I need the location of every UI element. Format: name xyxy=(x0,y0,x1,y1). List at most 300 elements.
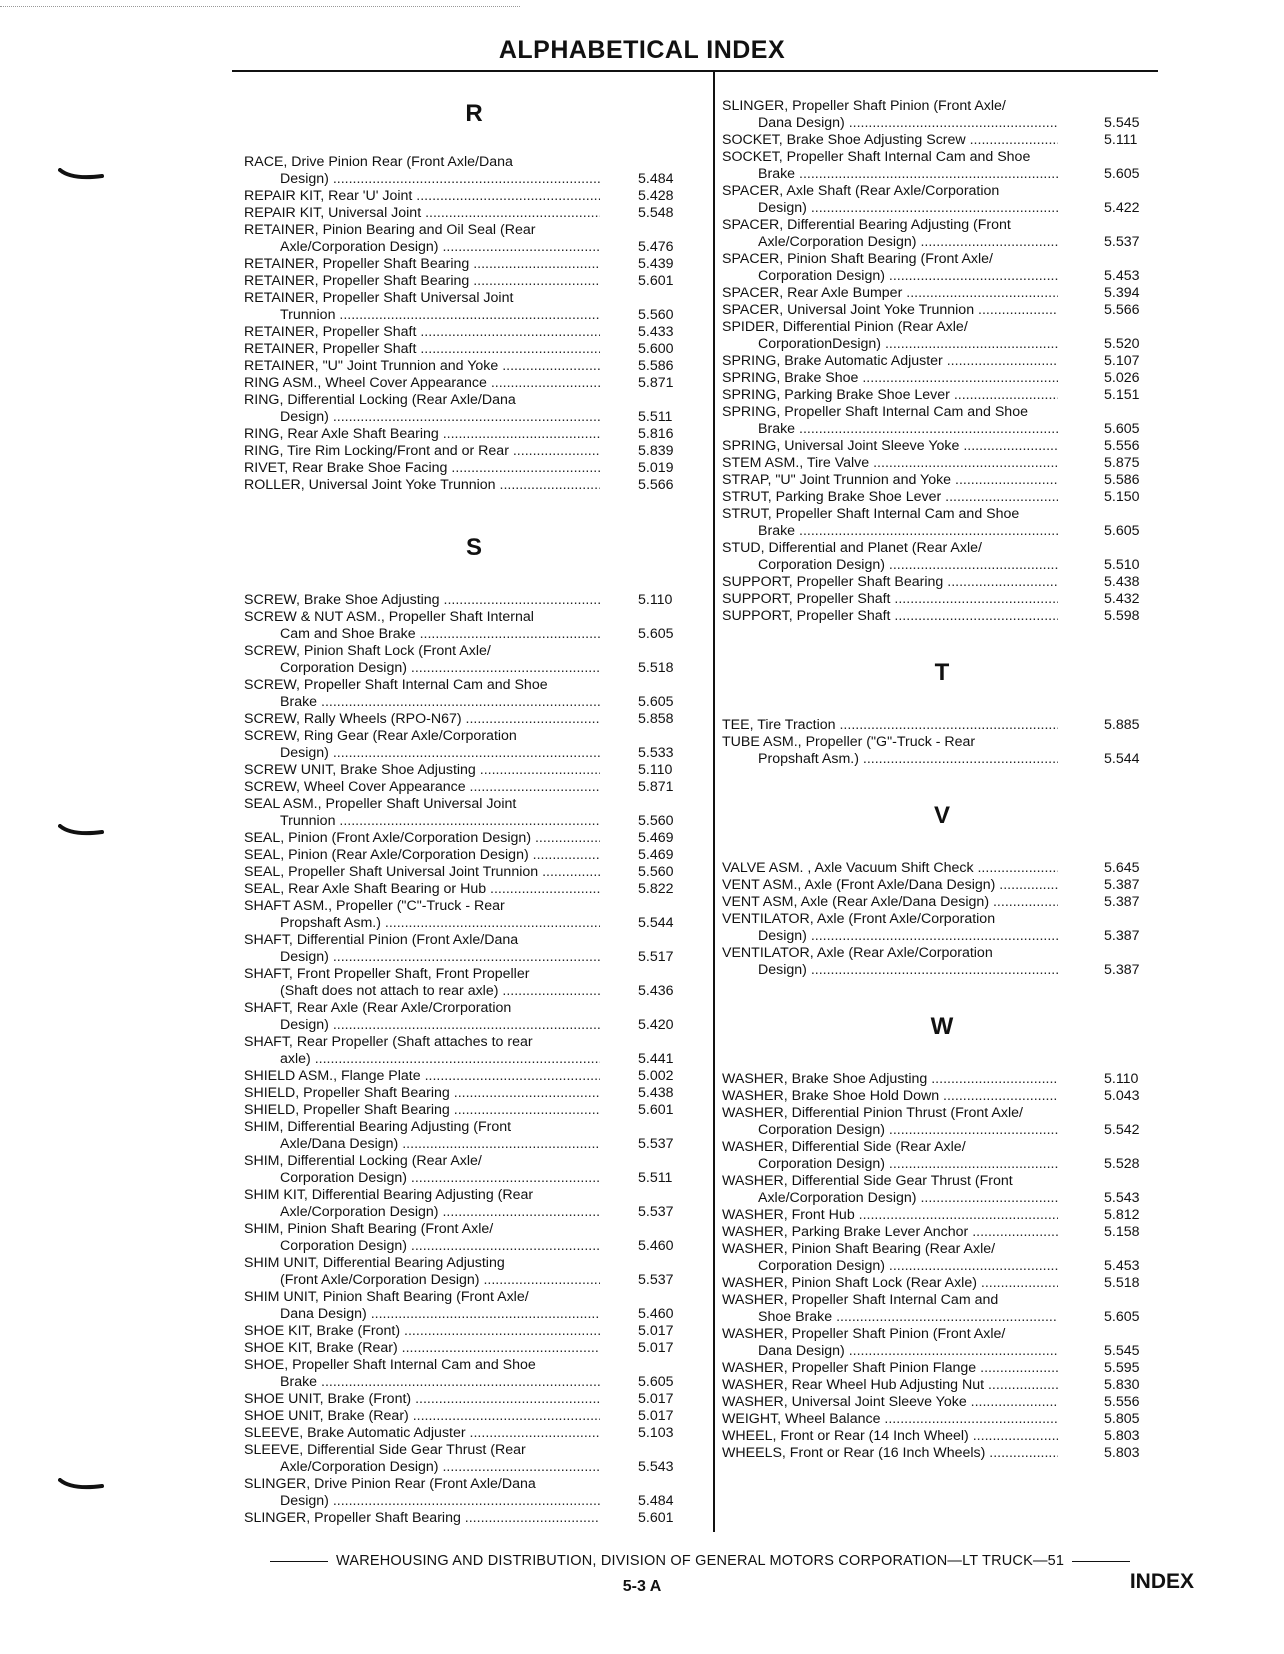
entry-title: SHIELD, Propeller Shaft Bearing ..... xyxy=(244,1102,600,1119)
entry-continuation: Design) ..... xyxy=(244,1493,600,1510)
entry-title: SEAL, Pinion (Rear Axle/Corporation Design) ..... xyxy=(244,847,600,864)
index-entry xyxy=(244,1442,704,1476)
entry-continuation: Axle/Corporation Design) ..... xyxy=(244,239,600,256)
index-entry xyxy=(244,290,704,324)
entry-text xyxy=(244,256,600,273)
entry-text xyxy=(244,1153,600,1187)
index-entry xyxy=(244,762,704,779)
index-entry xyxy=(722,1411,1162,1428)
entry-title: SLEEVE, Differential Side Gear Thrust (Rear xyxy=(244,1442,526,1458)
index-entry xyxy=(244,932,704,966)
index-entry xyxy=(244,864,704,881)
entry-page-number: 5.537 xyxy=(638,1136,674,1152)
entry-text xyxy=(722,98,1058,132)
entry-title: SHOE, Propeller Shaft Internal Cam and Shoe xyxy=(244,1357,536,1373)
entry-text xyxy=(722,149,1058,183)
footer xyxy=(262,1553,1162,1569)
entry-page-number: 5.595 xyxy=(1104,1360,1140,1376)
section-letter: T xyxy=(934,659,950,686)
index-entry xyxy=(244,796,704,830)
entry-title: SCREW, Ring Gear (Rear Axle/Corporation xyxy=(244,728,517,744)
entry-title: SLEEVE, Brake Automatic Adjuster ..... xyxy=(244,1425,600,1442)
entry-title: WASHER, Propeller Shaft Pinion Flange ..... xyxy=(722,1360,1058,1377)
entry-text xyxy=(722,1275,1058,1292)
entry-text xyxy=(722,591,1058,608)
index-entry xyxy=(722,319,1162,353)
entry-text xyxy=(722,251,1058,285)
index-entry xyxy=(722,877,1162,894)
entry-text xyxy=(722,404,1058,438)
entry-title: SHAFT, Rear Propeller (Shaft attaches to rear xyxy=(244,1034,533,1050)
index-entry xyxy=(722,132,1162,149)
entry-title: SLINGER, Propeller Shaft Bearing ..... xyxy=(244,1510,600,1527)
entry-page-number: 5.544 xyxy=(638,915,674,931)
entry-title: SHOE KIT, Brake (Front) ..... xyxy=(244,1323,600,1340)
index-entry xyxy=(244,1289,704,1323)
entry-title: VALVE ASM. , Axle Vacuum Shift Check ..... xyxy=(722,860,1058,877)
entry-page-number: 5.484 xyxy=(638,1493,674,1509)
entry-page-number: 5.560 xyxy=(638,864,674,880)
entry-text xyxy=(244,1034,600,1068)
entry-title: SHAFT, Front Propeller Shaft, Front Propeller xyxy=(244,966,530,982)
entry-page-number: 5.002 xyxy=(638,1068,674,1084)
index-entry xyxy=(244,188,704,205)
entry-continuation: Brake ..... xyxy=(244,694,600,711)
entry-page-number: 5.822 xyxy=(638,881,674,897)
entry-continuation: Brake ..... xyxy=(722,523,1058,540)
index-entry xyxy=(244,392,704,426)
entry-title: SEAL ASM., Propeller Shaft Universal Joint xyxy=(244,796,517,812)
index-entry xyxy=(244,256,704,273)
index-entry xyxy=(244,1187,704,1221)
entry-text xyxy=(244,1000,600,1034)
entry-title: WASHER, Propeller Shaft Pinion (Front Axle/ xyxy=(722,1326,1006,1342)
entry-page-number: 5.453 xyxy=(1104,1258,1140,1274)
index-entry xyxy=(244,426,704,443)
entry-text xyxy=(244,1391,600,1408)
entry-continuation: Design) ..... xyxy=(244,409,600,426)
entry-page-number: 5.871 xyxy=(638,375,674,391)
entry-continuation: Dana Design) ..... xyxy=(722,115,1058,132)
entry-page-number: 5.518 xyxy=(638,660,674,676)
entry-text xyxy=(722,1394,1058,1411)
index-entry xyxy=(722,1377,1162,1394)
entry-page-number: 5.543 xyxy=(1104,1190,1140,1206)
entry-text xyxy=(244,1102,600,1119)
entry-page-number: 5.605 xyxy=(1104,421,1140,437)
entry-title: SEAL, Propeller Shaft Universal Joint Trunnion ..... xyxy=(244,864,600,881)
entry-page-number: 5.560 xyxy=(638,307,674,323)
entry-text xyxy=(244,864,600,881)
section-letter: R xyxy=(465,100,483,127)
entry-page-number: 5.839 xyxy=(638,443,674,459)
entry-text xyxy=(722,894,1058,911)
entry-title: TEE, Tire Traction ..... xyxy=(722,717,1058,734)
entry-continuation: Axle/Corporation Design) ..... xyxy=(244,1459,600,1476)
section-letter: W xyxy=(930,1013,954,1040)
entry-page-number: 5.605 xyxy=(1104,1309,1140,1325)
entry-text xyxy=(722,911,1058,945)
entry-continuation: Corporation Design) ..... xyxy=(244,1238,600,1255)
entry-title: REPAIR KIT, Rear 'U' Joint ..... xyxy=(244,188,600,205)
entry-title: SHIM UNIT, Pinion Shaft Bearing (Front Axle/ xyxy=(244,1289,529,1305)
entry-continuation: Design) ..... xyxy=(244,171,600,188)
entry-page-number: 5.484 xyxy=(638,171,674,187)
entry-text xyxy=(244,1085,600,1102)
entry-title: SLINGER, Propeller Shaft Pinion (Front Axle/ xyxy=(722,98,1006,114)
entry-title: ROLLER, Universal Joint Yoke Trunnion ..... xyxy=(244,477,600,494)
entry-continuation: Corporation Design) ..... xyxy=(722,1156,1058,1173)
index-entry xyxy=(244,1391,704,1408)
entry-page-number: 5.545 xyxy=(1104,115,1140,131)
entry-page-number: 5.542 xyxy=(1104,1122,1140,1138)
entry-text xyxy=(722,217,1058,251)
entry-title: SPACER, Universal Joint Yoke Trunnion ..... xyxy=(722,302,1058,319)
entry-text xyxy=(244,1255,600,1289)
index-entry xyxy=(722,455,1162,472)
index-entry xyxy=(244,1153,704,1187)
entry-page-number: 5.026 xyxy=(1104,370,1140,386)
entry-page-number: 5.875 xyxy=(1104,455,1140,471)
entry-title: SCREW, Brake Shoe Adjusting ..... xyxy=(244,592,600,609)
entry-continuation: Axle/Corporation Design) ..... xyxy=(722,234,1058,251)
entry-continuation: Trunnion ..... xyxy=(244,307,600,324)
entry-page-number: 5.103 xyxy=(638,1425,674,1441)
index-entry xyxy=(722,608,1162,625)
index-entry xyxy=(722,302,1162,319)
entry-title: WASHER, Differential Side (Rear Axle/ xyxy=(722,1139,966,1155)
entry-text xyxy=(722,1292,1058,1326)
entry-title: RETAINER, Propeller Shaft ..... xyxy=(244,324,600,341)
entry-page-number: 5.387 xyxy=(1104,894,1140,910)
entry-continuation: Propshaft Asm.) ..... xyxy=(244,915,600,932)
entry-text xyxy=(244,592,600,609)
index-entry xyxy=(244,341,704,358)
index-entry xyxy=(244,966,704,1000)
entry-page-number: 5.598 xyxy=(1104,608,1140,624)
entry-title: WHEEL, Front or Rear (14 Inch Wheel) ..... xyxy=(722,1428,1058,1445)
entry-title: RETAINER, Propeller Shaft ..... xyxy=(244,341,600,358)
entry-page-number: 5.107 xyxy=(1104,353,1140,369)
entry-page-number: 5.601 xyxy=(638,1510,674,1526)
index-entry xyxy=(244,1425,704,1442)
entry-text xyxy=(244,966,600,1000)
entry-title: STEM ASM., Tire Valve ..... xyxy=(722,455,1058,472)
entry-page-number: 5.428 xyxy=(638,188,674,204)
index-entry xyxy=(722,1173,1162,1207)
entry-text xyxy=(722,1411,1058,1428)
index-entry xyxy=(244,898,704,932)
index-entry xyxy=(722,945,1162,979)
entry-text xyxy=(722,489,1058,506)
index-entry xyxy=(722,894,1162,911)
entry-title: WASHER, Pinion Shaft Lock (Rear Axle) ..... xyxy=(722,1275,1058,1292)
index-entry xyxy=(722,285,1162,302)
index-entry xyxy=(244,443,704,460)
entry-page-number: 5.510 xyxy=(1104,557,1140,573)
entry-continuation: Design) ..... xyxy=(722,928,1058,945)
entry-text xyxy=(722,285,1058,302)
entry-text xyxy=(722,1088,1058,1105)
entry-text xyxy=(722,1445,1058,1462)
entry-text xyxy=(244,779,600,796)
index-entry xyxy=(244,1102,704,1119)
entry-title: SOCKET, Brake Shoe Adjusting Screw ..... xyxy=(722,132,1058,149)
entry-title: SCREW, Rally Wheels (RPO-N67) ..... xyxy=(244,711,600,728)
entry-continuation: axle) ..... xyxy=(244,1051,600,1068)
entry-page-number: 5.528 xyxy=(1104,1156,1140,1172)
entry-text xyxy=(722,438,1058,455)
top-scan-edge xyxy=(0,6,520,7)
entry-page-number: 5.110 xyxy=(1104,1071,1139,1087)
entry-page-number: 5.885 xyxy=(1104,717,1140,733)
index-entry xyxy=(722,353,1162,370)
entry-title: VENT ASM., Axle (Front Axle/Dana Design) ..... xyxy=(722,877,1058,894)
index-entry xyxy=(244,881,704,898)
entry-text xyxy=(722,132,1058,149)
entry-page-number: 5.805 xyxy=(1104,1411,1140,1427)
index-entry xyxy=(244,1119,704,1153)
entry-text xyxy=(244,358,600,375)
entry-page-number: 5.830 xyxy=(1104,1377,1140,1393)
index-entry xyxy=(722,217,1162,251)
entry-text xyxy=(722,1139,1058,1173)
section-letter: V xyxy=(933,802,950,829)
entry-text xyxy=(244,932,600,966)
entry-page-number: 5.533 xyxy=(638,745,674,761)
entry-text xyxy=(244,1119,600,1153)
entry-title: SHAFT, Rear Axle (Rear Axle/Crorporation xyxy=(244,1000,512,1016)
entry-text xyxy=(244,205,600,222)
entry-page-number: 5.019 xyxy=(638,460,674,476)
entry-continuation: Corporation Design) ..... xyxy=(244,1170,600,1187)
entry-text xyxy=(722,1224,1058,1241)
entry-title: REPAIR KIT, Universal Joint ..... xyxy=(244,205,600,222)
entry-text xyxy=(722,717,1058,734)
entry-title: SLINGER, Drive Pinion Rear (Front Axle/Dana xyxy=(244,1476,536,1492)
index-entry xyxy=(722,404,1162,438)
index-entry xyxy=(244,1357,704,1391)
entry-title: RING ASM., Wheel Cover Appearance ..... xyxy=(244,375,600,392)
entry-title: SHIM UNIT, Differential Bearing Adjusting xyxy=(244,1255,505,1271)
entry-text xyxy=(722,455,1058,472)
index-entry xyxy=(722,1139,1162,1173)
entry-text xyxy=(244,609,600,643)
entry-text xyxy=(244,677,600,711)
entry-continuation: Dana Design) ..... xyxy=(244,1306,600,1323)
entry-text xyxy=(244,847,600,864)
entry-page-number: 5.605 xyxy=(1104,166,1140,182)
entry-title: SHAFT, Differential Pinion (Front Axle/Dana xyxy=(244,932,519,948)
index-entry xyxy=(722,717,1162,734)
entry-text xyxy=(244,1068,600,1085)
entry-text xyxy=(722,860,1058,877)
entry-continuation: Brake ..... xyxy=(722,421,1058,438)
page-number: 5-3 A xyxy=(622,1578,662,1595)
entry-page-number: 5.387 xyxy=(1104,962,1140,978)
index-entry xyxy=(244,273,704,290)
entry-title: SHOE UNIT, Brake (Rear) ..... xyxy=(244,1408,600,1425)
entry-title: WASHER, Universal Joint Sleeve Yoke ..... xyxy=(722,1394,1058,1411)
entry-text xyxy=(244,341,600,358)
entry-page-number: 5.605 xyxy=(638,694,674,710)
entry-title: RETAINER, Pinion Bearing and Oil Seal (Rear xyxy=(244,222,536,238)
entry-continuation: (Shaft does not attach to rear axle) ..... xyxy=(244,983,600,1000)
entry-title: RETAINER, "U" Joint Trunnion and Yoke ..... xyxy=(244,358,600,375)
entry-continuation: CorporationDesign) ..... xyxy=(722,336,1058,353)
index-entry xyxy=(722,1207,1162,1224)
footer-text: WAREHOUSING AND DISTRIBUTION, DIVISION OF GENERAL MOTORS CORPORATION—LT TRUCK—51 xyxy=(336,1553,1065,1569)
entry-continuation: Dana Design) ..... xyxy=(722,1343,1058,1360)
entry-title: SCREW, Pinion Shaft Lock (Front Axle/ xyxy=(244,643,491,659)
entry-text xyxy=(244,460,600,477)
entry-title: RIVET, Rear Brake Shoe Facing ..... xyxy=(244,460,600,477)
entry-page-number: 5.438 xyxy=(638,1085,674,1101)
entry-title: SCREW, Propeller Shaft Internal Cam and Shoe xyxy=(244,677,548,693)
entry-page-number: 5.387 xyxy=(1104,928,1140,944)
index-entry xyxy=(722,911,1162,945)
index-entry xyxy=(722,387,1162,404)
index-entry xyxy=(722,574,1162,591)
entry-page-number: 5.518 xyxy=(1104,1275,1140,1291)
entry-title: SPACER, Differential Bearing Adjusting (Front xyxy=(722,217,1011,233)
index-entry xyxy=(244,711,704,728)
entry-page-number: 5.511 xyxy=(638,1170,673,1186)
index-entry xyxy=(244,779,704,796)
entry-title: STRUT, Parking Brake Shoe Lever ..... xyxy=(722,489,1058,506)
entry-text xyxy=(244,392,600,426)
entry-page-number: 5.422 xyxy=(1104,200,1140,216)
column-divider xyxy=(713,72,715,1532)
entry-title: RETAINER, Propeller Shaft Bearing ..... xyxy=(244,256,600,273)
entry-text xyxy=(722,1428,1058,1445)
entry-title: SUPPORT, Propeller Shaft ..... xyxy=(722,608,1058,625)
entry-text xyxy=(722,319,1058,353)
index-entry xyxy=(244,847,704,864)
entry-text xyxy=(244,1510,600,1527)
entry-continuation: Brake ..... xyxy=(244,1374,600,1391)
index-entry xyxy=(722,1071,1162,1088)
index-entry xyxy=(722,183,1162,217)
entry-title: RETAINER, Propeller Shaft Universal Joint xyxy=(244,290,514,306)
entry-text xyxy=(722,1071,1058,1088)
entry-page-number: 5.460 xyxy=(638,1306,674,1322)
entry-page-number: 5.566 xyxy=(1104,302,1140,318)
entry-text xyxy=(244,1340,600,1357)
entry-continuation: Design) ..... xyxy=(244,949,600,966)
index-entry xyxy=(722,1241,1162,1275)
entry-title: SEAL, Rear Axle Shaft Bearing or Hub ..... xyxy=(244,881,600,898)
entry-title: SHAFT ASM., Propeller ("C"-Truck - Rear xyxy=(244,898,505,914)
entry-title: SCREW & NUT ASM., Propeller Shaft Internal xyxy=(244,609,534,625)
entry-title: STUD, Differential and Planet (Rear Axle/ xyxy=(722,540,982,556)
entry-page-number: 5.645 xyxy=(1104,860,1140,876)
index-entry xyxy=(722,1326,1162,1360)
entry-page-number: 5.537 xyxy=(1104,234,1140,250)
index-entry xyxy=(244,1221,704,1255)
entry-title: WASHER, Differential Pinion Thrust (Front Axle/ xyxy=(722,1105,1023,1121)
entry-page-number: 5.812 xyxy=(1104,1207,1140,1223)
entry-page-number: 5.556 xyxy=(1104,1394,1140,1410)
entry-title: SHIM, Differential Locking (Rear Axle/ xyxy=(244,1153,482,1169)
index-entry xyxy=(244,460,704,477)
entry-text xyxy=(722,1326,1058,1360)
entry-text xyxy=(244,290,600,324)
index-entry xyxy=(244,1476,704,1510)
entry-title: SPIDER, Differential Pinion (Rear Axle/ xyxy=(722,319,968,335)
entry-text xyxy=(244,443,600,460)
entry-page-number: 5.537 xyxy=(638,1204,674,1220)
entry-text xyxy=(722,302,1058,319)
index-entry xyxy=(722,1224,1162,1241)
entry-text xyxy=(722,183,1058,217)
entry-title: WEIGHT, Wheel Balance ..... xyxy=(722,1411,1058,1428)
entry-text xyxy=(722,1377,1058,1394)
entry-title: STRUT, Propeller Shaft Internal Cam and Shoe xyxy=(722,506,1020,522)
entry-title: RING, Tire Rim Locking/Front and or Rear ..... xyxy=(244,443,600,460)
index-entry xyxy=(244,1323,704,1340)
entry-text xyxy=(722,608,1058,625)
entry-title: SOCKET, Propeller Shaft Internal Cam and Shoe xyxy=(722,149,1031,165)
entry-page-number: 5.017 xyxy=(638,1391,674,1407)
entry-page-number: 5.600 xyxy=(638,341,674,357)
index-entry xyxy=(244,643,704,677)
section-letter: S xyxy=(465,534,482,561)
entry-page-number: 5.017 xyxy=(638,1340,674,1356)
entry-page-number: 5.545 xyxy=(1104,1343,1140,1359)
entry-title: SPRING, Parking Brake Shoe Lever ..... xyxy=(722,387,1058,404)
entry-title: WASHER, Rear Wheel Hub Adjusting Nut ..... xyxy=(722,1377,1058,1394)
index-entry xyxy=(244,222,704,256)
entry-page-number: 5.858 xyxy=(638,711,674,727)
binder-hole-mark xyxy=(58,1478,104,1492)
entry-text xyxy=(244,1323,600,1340)
entry-title: SEAL, Pinion (Front Axle/Corporation Design) ..... xyxy=(244,830,600,847)
entry-title: SHIM KIT, Differential Bearing Adjusting (Rear xyxy=(244,1187,534,1203)
entry-title: SPACER, Axle Shaft (Rear Axle/Corporation xyxy=(722,183,1000,199)
entry-title: SUPPORT, Propeller Shaft Bearing ..... xyxy=(722,574,1058,591)
entry-text xyxy=(722,472,1058,489)
entry-title: SPRING, Brake Shoe ..... xyxy=(722,370,1058,387)
entry-continuation: Brake ..... xyxy=(722,166,1058,183)
entry-text xyxy=(722,506,1058,540)
entry-page-number: 5.017 xyxy=(638,1323,674,1339)
entry-page-number: 5.537 xyxy=(638,1272,674,1288)
entry-text xyxy=(244,1289,600,1323)
entry-text xyxy=(722,734,1058,768)
entry-title: SHOE UNIT, Brake (Front) ..... xyxy=(244,1391,600,1408)
entry-text xyxy=(244,711,600,728)
entry-text xyxy=(244,1357,600,1391)
entry-text xyxy=(244,830,600,847)
footer-rule-right xyxy=(1072,1561,1130,1562)
entry-text xyxy=(722,1360,1058,1377)
entry-page-number: 5.601 xyxy=(638,273,674,289)
entry-page-number: 5.511 xyxy=(638,409,673,425)
entry-page-number: 5.436 xyxy=(638,983,674,999)
header-rule xyxy=(232,70,1158,72)
index-entry xyxy=(244,324,704,341)
entry-text xyxy=(244,154,600,188)
index-entry xyxy=(722,1445,1162,1462)
entry-page-number: 5.111 xyxy=(1104,132,1138,148)
entry-text xyxy=(244,898,600,932)
entry-page-number: 5.110 xyxy=(638,592,673,608)
entry-title: SCREW, Wheel Cover Appearance ..... xyxy=(244,779,600,796)
entry-text xyxy=(722,574,1058,591)
index-entry xyxy=(244,1034,704,1068)
entry-page-number: 5.586 xyxy=(638,358,674,374)
